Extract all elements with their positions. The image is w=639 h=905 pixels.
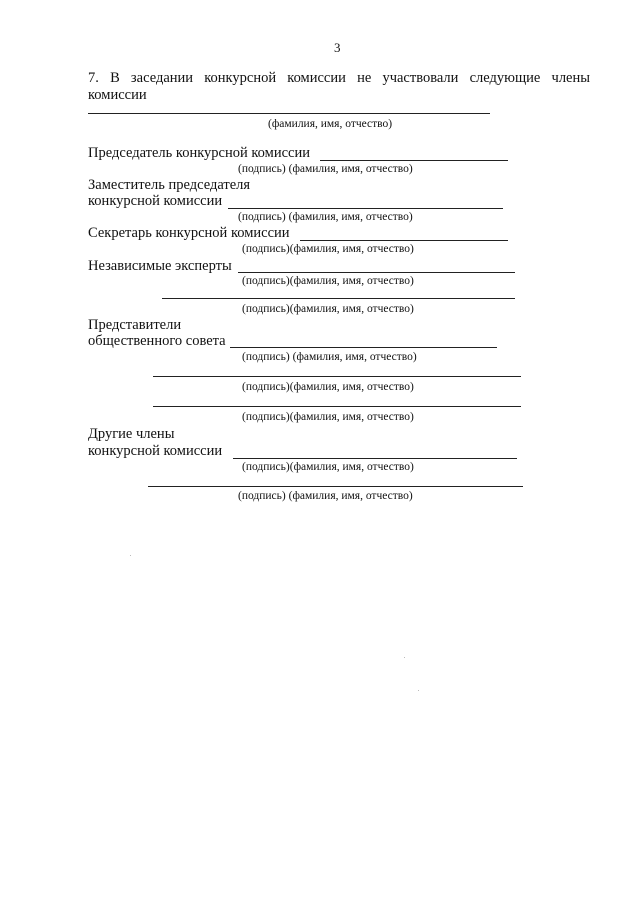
council-label-line2: общественного совета (88, 333, 226, 349)
experts-signature-line-1[interactable] (238, 272, 515, 273)
deputy-label-line2: конкурсной комиссии (88, 193, 223, 209)
others-label-line1: Другие члены (88, 426, 175, 442)
council-label-line1: Представители (88, 317, 182, 333)
secretary-signature-line[interactable] (300, 240, 508, 241)
deputy-label-line1: Заместитель председателя (88, 177, 251, 193)
chairman-label: Председатель конкурсной комиссии (88, 145, 310, 161)
experts-label: Независимые эксперты (88, 258, 232, 274)
scan-speck (404, 657, 405, 658)
council-signature-line-3[interactable] (153, 406, 521, 407)
item-7-line2: комиссии (88, 87, 147, 103)
scan-speck (418, 690, 419, 691)
chairman-signature-line[interactable] (320, 160, 508, 161)
experts-caption-1: (подпись)(фамилия, имя, отчество) (242, 275, 414, 287)
secretary-label: Секретарь конкурсной комиссии (88, 225, 290, 241)
council-caption-2: (подпись)(фамилия, имя, отчество) (242, 381, 414, 393)
others-caption-2: (подпись) (фамилия, имя, отчество) (238, 490, 413, 502)
council-signature-line-2[interactable] (153, 376, 521, 377)
others-signature-line-2[interactable] (148, 486, 523, 487)
experts-caption-2: (подпись)(фамилия, имя, отчество) (242, 303, 414, 315)
others-caption-1: (подпись)(фамилия, имя, отчество) (242, 461, 414, 473)
deputy-caption: (подпись) (фамилия, имя, отчество) (238, 211, 413, 223)
council-caption-1: (подпись) (фамилия, имя, отчество) (242, 351, 417, 363)
others-signature-line-1[interactable] (233, 458, 517, 459)
council-signature-line-1[interactable] (230, 347, 497, 348)
experts-signature-line-2[interactable] (162, 298, 515, 299)
absent-members-caption: (фамилия, имя, отчество) (268, 118, 393, 130)
deputy-signature-line[interactable] (228, 208, 503, 209)
secretary-caption: (подпись)(фамилия, имя, отчество) (242, 243, 414, 255)
page-number: 3 (334, 40, 341, 55)
others-label-line2: конкурсной комиссии (88, 443, 223, 459)
absent-members-line (88, 113, 490, 114)
item-7-line1: 7. В заседании конкурсной комиссии не участвовали следующие члены (88, 70, 590, 86)
chairman-caption: (подпись) (фамилия, имя, отчество) (238, 163, 413, 175)
scan-speck (130, 555, 131, 556)
council-caption-3: (подпись)(фамилия, имя, отчество) (242, 411, 414, 423)
